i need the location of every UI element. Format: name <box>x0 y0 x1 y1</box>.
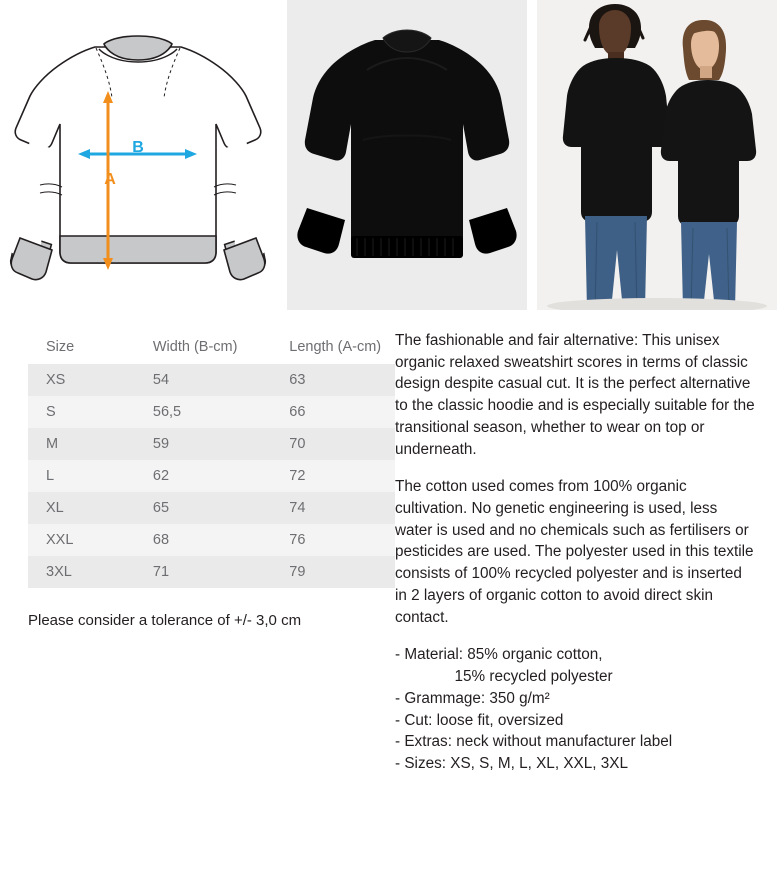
cell-width: 54 <box>135 364 271 396</box>
spec-item-cut: - Cut: loose fit, oversized <box>395 711 564 729</box>
cell-size: 3XL <box>28 556 135 588</box>
table-row <box>28 428 395 460</box>
cell-width: 62 <box>135 460 271 492</box>
tolerance-note: Please consider a tolerance of +/- 3,0 cm <box>28 612 302 629</box>
table-row <box>28 460 395 492</box>
header-width: Width (B-cm) <box>135 330 271 364</box>
table-row <box>28 524 395 556</box>
cell-size: XS <box>28 364 135 396</box>
cell-size: S <box>28 396 135 428</box>
length-label-a: A <box>104 171 116 188</box>
cell-length: 70 <box>271 428 395 460</box>
technical-drawing-panel <box>0 0 277 310</box>
description-paragraph-1: The fashionable and fair alternative: This unisex organic relaxed sweatshirt scores in terms of classic design despite casual cut. It is the perfect alternative to the classic hoodie and is especially suitable for the transitional season, whether to wear on top or underneath. <box>395 332 755 458</box>
spec-list <box>395 644 757 774</box>
spec-item-grammage: - Grammage: 350 g/m² <box>395 689 550 707</box>
spec-item-material-cont: 15% recycled polyester <box>395 668 613 686</box>
cell-length: 76 <box>271 524 395 556</box>
header-length: Length (A-cm) <box>271 330 395 364</box>
cell-size: M <box>28 428 135 460</box>
table-row <box>28 556 395 588</box>
models-photo-svg <box>537 0 777 310</box>
cell-width: 71 <box>135 556 271 588</box>
size-chart-column <box>0 330 395 629</box>
table-row <box>28 396 395 428</box>
table-row <box>28 364 395 396</box>
spec-item-sizes: - Sizes: XS, S, M, L, XL, XXL, 3XL <box>395 754 628 772</box>
cell-width: 68 <box>135 524 271 556</box>
product-image-row <box>0 0 777 310</box>
cell-length: 74 <box>271 492 395 524</box>
cell-size: XXL <box>28 524 135 556</box>
cell-length: 66 <box>271 396 395 428</box>
description-column <box>395 330 777 775</box>
width-label-b: B <box>132 139 144 156</box>
spec-item-extras: - Extras: neck without manufacturer label <box>395 733 673 751</box>
technical-drawing-svg <box>0 0 277 310</box>
product-details <box>0 330 777 775</box>
table-row <box>28 492 395 524</box>
spec-item-material: - Material: 85% organic cotton, <box>395 646 603 664</box>
cell-size: XL <box>28 492 135 524</box>
cell-length: 63 <box>271 364 395 396</box>
cell-width: 59 <box>135 428 271 460</box>
size-table <box>28 330 395 588</box>
header-size: Size <box>28 330 135 364</box>
cell-width: 56,5 <box>135 396 271 428</box>
product-photo-svg <box>287 0 527 310</box>
cell-width: 65 <box>135 492 271 524</box>
cell-size: L <box>28 460 135 492</box>
cell-length: 72 <box>271 460 395 492</box>
models-photo-panel <box>537 0 777 310</box>
product-photo-panel <box>287 0 527 310</box>
description-paragraph-2: The cotton used comes from 100% organic cultivation. No genetic engineering is used, less water is used and no chemicals such as fertilisers or pesticides are used. The polyester used in this textile consists of 100% recycled polyester and is inserted in 2 layers of organic cotton to avoid direct skin contact. <box>395 478 754 626</box>
table-header-row <box>28 330 395 364</box>
cell-length: 79 <box>271 556 395 588</box>
